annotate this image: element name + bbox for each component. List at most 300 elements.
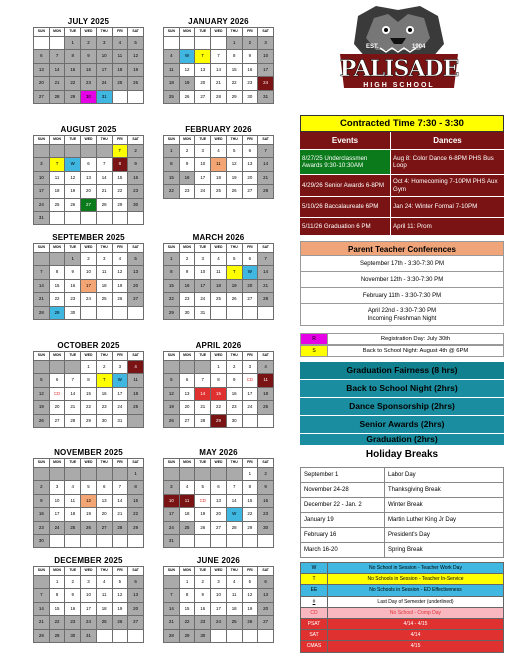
day-cell: 10 [195, 266, 211, 279]
weekday-header: SUN [34, 244, 50, 253]
day-cell: 14 [34, 602, 50, 615]
day-cell: 25 [179, 521, 195, 534]
day-cell: 13 [128, 266, 144, 279]
legend-text: No School in Session - Teacher Work Day [328, 563, 504, 574]
day-cell: 29 [211, 414, 227, 427]
day-cell: 18 [49, 185, 65, 198]
day-cell: 31 [112, 414, 128, 427]
day-cell: 29 [65, 90, 81, 103]
month-grid [163, 458, 274, 548]
legend-code: EE [301, 585, 328, 596]
day-cell: 15 [164, 171, 180, 184]
day-cell: 21 [65, 401, 81, 414]
day-cell: T [96, 374, 112, 387]
day-cell: 3 [258, 37, 274, 50]
holiday-name: Spring Break [385, 543, 504, 558]
day-cell: W [226, 508, 242, 521]
day-cell: 13 [258, 589, 274, 602]
day-cell: 1 [179, 576, 195, 589]
day-cell: 21 [96, 185, 112, 198]
day-cell: 2 [128, 145, 144, 158]
day-cell: 17 [96, 63, 112, 76]
day-cell: 17 [81, 279, 97, 292]
day-cell: 4 [164, 50, 180, 63]
weekday-header: SAT [258, 459, 274, 468]
day-cell [211, 306, 227, 319]
weekday-header: WED [81, 567, 97, 576]
day-cell: 16 [128, 171, 144, 184]
day-cell [128, 534, 144, 547]
day-cell [211, 37, 227, 50]
day-cell [34, 37, 50, 50]
holiday-date: February 16 [301, 528, 385, 543]
day-cell: 8 [112, 158, 128, 171]
day-cell: 15 [128, 494, 144, 507]
day-cell: 26 [112, 616, 128, 629]
day-cell: 16 [258, 494, 274, 507]
day-cell: 21 [112, 508, 128, 521]
day-cell: 4 [128, 361, 144, 374]
day-cell: 18 [226, 602, 242, 615]
weekday-header: SUN [34, 28, 50, 37]
day-cell: CD [242, 374, 258, 387]
day-cell: 2 [179, 253, 195, 266]
day-cell: 8 [164, 266, 180, 279]
weekday-header: SUN [164, 459, 180, 468]
month-grid [33, 458, 144, 548]
day-cell: 26 [226, 185, 242, 198]
weekday-header: FRI [112, 136, 128, 145]
day-cell: 3 [195, 145, 211, 158]
day-cell: 23 [226, 401, 242, 414]
legend-text: No School - Comp Day [328, 607, 504, 618]
day-cell: 2 [96, 361, 112, 374]
logo-year: 1904 [412, 44, 426, 50]
day-cell: 20 [258, 602, 274, 615]
day-cell: 6 [81, 158, 97, 171]
day-cell: 20 [195, 77, 211, 90]
holiday-name: Winter Break [385, 498, 504, 513]
day-cell: 15 [81, 387, 97, 400]
month-grid [163, 566, 274, 643]
day-cell: 1 [49, 576, 65, 589]
fairness-item: Back to School Night (2hrs) [300, 380, 504, 397]
holiday-row [301, 498, 504, 513]
day-cell: 2 [81, 37, 97, 50]
day-cell [34, 576, 50, 589]
day-cell: 24 [195, 185, 211, 198]
day-cell: CD [49, 387, 65, 400]
weekday-header: THU [226, 459, 242, 468]
day-cell: 8 [128, 481, 144, 494]
month-calendar [33, 340, 144, 428]
day-cell: 19 [128, 63, 144, 76]
month-title: MAY 2026 [199, 448, 238, 457]
day-cell: 29 [164, 306, 180, 319]
weekday-header: TUE [195, 136, 211, 145]
day-cell: 26 [128, 77, 144, 90]
day-cell [211, 629, 227, 642]
day-cell: 19 [242, 602, 258, 615]
day-cell: 9 [34, 494, 50, 507]
day-cell: 6 [128, 576, 144, 589]
month-title: NOVEMBER 2025 [54, 448, 123, 457]
day-cell: 8 [242, 481, 258, 494]
day-cell [49, 361, 65, 374]
day-cell: 9 [226, 374, 242, 387]
legend-row [301, 618, 504, 629]
weekday-header: MON [179, 459, 195, 468]
day-cell: 22 [49, 616, 65, 629]
weekday-header: MON [49, 244, 65, 253]
day-cell: T [226, 266, 242, 279]
weekday-header: TUE [195, 567, 211, 576]
day-cell: 26 [81, 521, 97, 534]
day-cell: 17 [81, 602, 97, 615]
day-cell: 23 [179, 185, 195, 198]
legend-code: PSAT [301, 618, 328, 629]
ptc-row: September 17th - 3:30-7:30 PM [300, 256, 504, 272]
day-cell: 11 [211, 266, 227, 279]
day-cell [81, 306, 97, 319]
legend-text: No Schools in Session - Teacher In-Service [328, 574, 504, 585]
day-cell: 2 [242, 37, 258, 50]
day-cell: 19 [34, 401, 50, 414]
day-cell: 5 [226, 253, 242, 266]
day-cell: 24 [49, 521, 65, 534]
holiday-date: March 16-20 [301, 543, 385, 558]
weekday-header: FRI [242, 459, 258, 468]
day-cell: 23 [242, 77, 258, 90]
weekday-header: TUE [65, 352, 81, 361]
ptc-row: November 12th - 3:30-7:30 PM [300, 272, 504, 288]
day-cell: 30 [195, 629, 211, 642]
weekday-header: SAT [128, 567, 144, 576]
day-cell: 23 [195, 616, 211, 629]
weekday-header: MON [179, 244, 195, 253]
day-cell: 10 [81, 266, 97, 279]
day-cell: 22 [226, 77, 242, 90]
day-cell: 5 [112, 576, 128, 589]
day-cell: 31 [195, 306, 211, 319]
day-cell: 15 [179, 602, 195, 615]
day-cell: 23 [65, 293, 81, 306]
legend-table [300, 562, 504, 653]
day-cell: 25 [49, 198, 65, 211]
day-cell: 1 [81, 361, 97, 374]
day-cell: 13 [211, 494, 227, 507]
day-cell: 4 [179, 481, 195, 494]
weekday-header: THU [96, 136, 112, 145]
holiday-date: September 1 [301, 468, 385, 483]
weekday-header: SUN [164, 136, 180, 145]
weekday-header: WED [211, 136, 227, 145]
day-cell: 8 [81, 374, 97, 387]
weekday-header: TUE [195, 244, 211, 253]
day-cell: 26 [65, 198, 81, 211]
legend-code: SAT [301, 630, 328, 641]
day-cell: 15 [211, 387, 227, 400]
day-cell [128, 306, 144, 319]
day-cell: 13 [128, 589, 144, 602]
day-cell: 21 [258, 279, 274, 292]
day-cell: 9 [258, 481, 274, 494]
bts-night-row [300, 345, 504, 357]
day-cell: 14 [211, 63, 227, 76]
events-header: Events [300, 132, 390, 149]
day-cell: 18 [258, 387, 274, 400]
day-cell: 27 [128, 616, 144, 629]
weekday-header: SAT [128, 136, 144, 145]
day-cell [242, 534, 258, 547]
day-cell [164, 468, 180, 481]
day-cell: 10 [34, 171, 50, 184]
registration-row [300, 333, 504, 345]
day-cell: 3 [242, 361, 258, 374]
month-title: JULY 2025 [67, 17, 110, 26]
day-cell: 20 [128, 602, 144, 615]
day-cell: 3 [211, 576, 227, 589]
day-cell: 18 [65, 508, 81, 521]
day-cell: 2 [34, 481, 50, 494]
day-cell: 5 [128, 253, 144, 266]
day-cell: 8 [65, 50, 81, 63]
day-cell: 8 [179, 589, 195, 602]
day-cell: 24 [164, 521, 180, 534]
ptc-title: Parent Teacher Conferences [300, 241, 504, 256]
weekday-header: SUN [34, 352, 50, 361]
day-cell: 31 [258, 90, 274, 103]
day-cell: 7 [34, 589, 50, 602]
day-cell: 8 [49, 266, 65, 279]
day-cell [65, 361, 81, 374]
day-cell: 19 [164, 401, 180, 414]
legend-code: # [301, 596, 328, 607]
day-cell: 8 [211, 374, 227, 387]
day-cell [164, 361, 180, 374]
legend-text: 4/14 - 4/15 [328, 618, 504, 629]
event-item: 5/10/26 Baccalaureate 6PM [300, 196, 390, 217]
day-cell: 20 [128, 279, 144, 292]
day-cell: 16 [34, 508, 50, 521]
weekday-header: TUE [195, 459, 211, 468]
day-cell: 15 [65, 63, 81, 76]
day-cell: 10 [211, 589, 227, 602]
day-cell [226, 468, 242, 481]
legend-row [301, 585, 504, 596]
day-cell [81, 468, 97, 481]
day-cell [258, 414, 274, 427]
month-grid [163, 351, 274, 428]
day-cell: 21 [211, 77, 227, 90]
day-cell: 21 [258, 171, 274, 184]
day-cell [128, 90, 144, 103]
day-cell: 10 [81, 589, 97, 602]
day-cell: 8 [49, 589, 65, 602]
weekday-header: WED [81, 136, 97, 145]
weekday-header: THU [226, 567, 242, 576]
day-cell: 11 [96, 266, 112, 279]
month-calendar [33, 555, 144, 643]
legend-row [301, 563, 504, 574]
day-cell: 18 [128, 387, 144, 400]
month-title: JUNE 2026 [196, 556, 241, 565]
day-cell: 23 [179, 293, 195, 306]
day-cell: 29 [112, 198, 128, 211]
day-cell: 7 [164, 589, 180, 602]
day-cell [179, 468, 195, 481]
day-cell: 2 [65, 576, 81, 589]
day-cell [49, 534, 65, 547]
day-cell: 21 [164, 616, 180, 629]
day-cell: 29 [49, 629, 65, 642]
month-title: JANUARY 2026 [188, 17, 249, 26]
day-cell: 28 [112, 521, 128, 534]
day-cell: 27 [49, 414, 65, 427]
day-cell: 4 [211, 145, 227, 158]
day-cell: 24 [96, 77, 112, 90]
day-cell: 17 [242, 387, 258, 400]
day-cell: 19 [65, 185, 81, 198]
weekday-header: MON [179, 28, 195, 37]
day-cell: 11 [65, 494, 81, 507]
month-grid [33, 27, 144, 104]
ptc-row: February 11th - 3:30-7:30 PM [300, 288, 504, 304]
day-cell: 14 [112, 494, 128, 507]
day-cell: 12 [128, 50, 144, 63]
day-cell: 7 [49, 50, 65, 63]
legend-code: CD [301, 607, 328, 618]
day-cell: 26 [226, 293, 242, 306]
day-cell: 28 [34, 306, 50, 319]
day-cell: 22 [242, 508, 258, 521]
weekday-header: THU [226, 136, 242, 145]
holiday-name: Labor Day [385, 468, 504, 483]
month-title: FEBRUARY 2026 [185, 125, 252, 134]
day-cell: 5 [195, 481, 211, 494]
weekday-header: MON [49, 28, 65, 37]
month-title: OCTOBER 2025 [57, 341, 120, 350]
weekday-header: WED [81, 28, 97, 37]
day-cell [49, 145, 65, 158]
day-cell: 12 [112, 589, 128, 602]
day-cell: 29 [179, 629, 195, 642]
day-cell: 1 [65, 37, 81, 50]
day-cell: 2 [226, 361, 242, 374]
day-cell [96, 629, 112, 642]
day-cell: 21 [34, 616, 50, 629]
day-cell: 7 [195, 374, 211, 387]
day-cell: 26 [34, 414, 50, 427]
day-cell: 22 [49, 293, 65, 306]
day-cell [258, 629, 274, 642]
day-cell: 26 [179, 90, 195, 103]
day-cell: 18 [96, 279, 112, 292]
day-cell: 25 [211, 185, 227, 198]
day-cell: 3 [81, 576, 97, 589]
weekday-header: SUN [164, 567, 180, 576]
day-cell [112, 629, 128, 642]
day-cell: 6 [179, 374, 195, 387]
day-cell: 30 [65, 306, 81, 319]
weekday-header: FRI [112, 567, 128, 576]
day-cell: 28 [211, 90, 227, 103]
weekday-header: TUE [65, 28, 81, 37]
day-cell: 25 [164, 90, 180, 103]
weekday-header: SUN [34, 567, 50, 576]
weekday-header: TUE [65, 244, 81, 253]
day-cell: 23 [96, 401, 112, 414]
weekday-header: WED [211, 244, 227, 253]
month-grid [33, 351, 144, 428]
day-cell: 21 [49, 77, 65, 90]
day-cell: 10 [195, 158, 211, 171]
day-cell: 14 [34, 279, 50, 292]
day-cell: 27 [128, 293, 144, 306]
day-cell: 9 [179, 158, 195, 171]
day-cell [112, 306, 128, 319]
day-cell: 17 [211, 602, 227, 615]
day-cell: 20 [179, 401, 195, 414]
day-cell: 12 [164, 387, 180, 400]
day-cell: 9 [242, 50, 258, 63]
day-cell: 9 [179, 266, 195, 279]
day-cell: 16 [65, 602, 81, 615]
weekday-header: FRI [112, 352, 128, 361]
legend-row [301, 596, 504, 607]
dances-header: Dances [390, 132, 504, 149]
day-cell: 25 [128, 401, 144, 414]
holiday-row [301, 513, 504, 528]
weekday-header: SUN [164, 28, 180, 37]
day-cell: 10 [49, 494, 65, 507]
ptc-april-text: April 22nd - 3:30-7:30 PM [367, 307, 437, 314]
day-cell: 2 [195, 576, 211, 589]
day-cell: 30 [258, 521, 274, 534]
day-cell: 3 [195, 253, 211, 266]
day-cell: 29 [242, 521, 258, 534]
day-cell: 28 [96, 198, 112, 211]
day-cell: 8 [226, 50, 242, 63]
weekday-header: SUN [164, 352, 180, 361]
day-cell: 11 [128, 374, 144, 387]
day-cell [81, 211, 97, 224]
weekday-header: TUE [195, 352, 211, 361]
day-cell [81, 145, 97, 158]
legend-row [301, 630, 504, 641]
weekday-header: THU [226, 244, 242, 253]
month-calendar [163, 16, 274, 104]
day-cell [242, 414, 258, 427]
day-cell [195, 534, 211, 547]
month-calendar [163, 447, 274, 548]
day-cell: 18 [164, 77, 180, 90]
weekday-header: SAT [258, 352, 274, 361]
day-cell: 22 [65, 77, 81, 90]
day-cell: 22 [164, 185, 180, 198]
day-cell: 25 [226, 616, 242, 629]
contracted-time-banner: Contracted Time 7:30 - 3:30 [300, 115, 504, 132]
weekday-header: MON [49, 459, 65, 468]
day-cell: 16 [179, 171, 195, 184]
day-cell: 4 [112, 37, 128, 50]
day-cell: W [112, 374, 128, 387]
day-cell: 17 [34, 185, 50, 198]
month-calendar [163, 340, 274, 428]
day-cell: 16 [65, 279, 81, 292]
day-cell: 11 [258, 374, 274, 387]
day-cell: 20 [211, 508, 227, 521]
